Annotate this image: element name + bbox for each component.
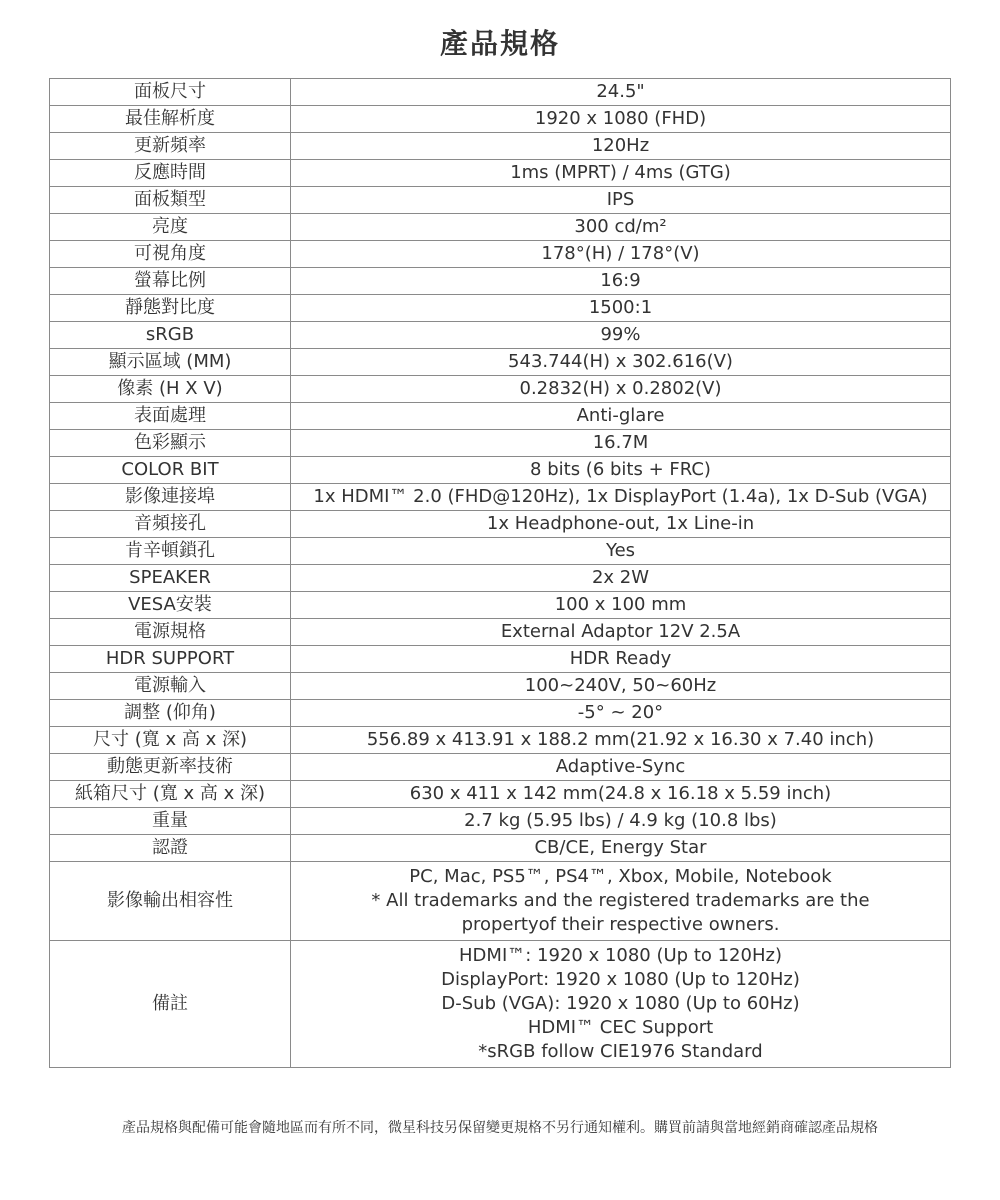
- spec-label: 螢幕比例: [50, 268, 291, 295]
- spec-row: [50, 511, 951, 538]
- spec-row: [50, 376, 951, 403]
- spec-row: [50, 322, 951, 349]
- spec-row: [50, 160, 951, 187]
- spec-value: 1500:1: [291, 295, 951, 322]
- spec-value: Yes: [291, 538, 951, 565]
- spec-row: [50, 619, 951, 646]
- spec-row: [50, 187, 951, 214]
- spec-value: 99%: [291, 322, 951, 349]
- spec-row: [50, 79, 951, 106]
- spec-value: 1920 x 1080 (FHD): [291, 106, 951, 133]
- spec-row: [50, 214, 951, 241]
- spec-value: 1ms (MPRT) / 4ms (GTG): [291, 160, 951, 187]
- spec-value: 556.89 x 413.91 x 188.2 mm(21.92 x 16.30 x 7.40 inch): [291, 727, 951, 754]
- spec-row: [50, 241, 951, 268]
- notes-line: DisplayPort: 1920 x 1080 (Up to 120Hz): [441, 969, 800, 990]
- spec-row: [50, 484, 951, 511]
- spec-value: -5° ~ 20°: [291, 700, 951, 727]
- spec-label: COLOR BIT: [50, 457, 291, 484]
- notes-line: *sRGB follow CIE1976 Standard: [478, 1041, 763, 1062]
- spec-label: 紙箱尺寸 (寬 x 高 x 深): [50, 781, 291, 808]
- spec-value: External Adaptor 12V 2.5A: [291, 619, 951, 646]
- spec-row: [50, 106, 951, 133]
- spec-label: 反應時間: [50, 160, 291, 187]
- spec-row: [50, 295, 951, 322]
- notes-line: HDMI™ CEC Support: [527, 1017, 714, 1038]
- spec-table-body: [50, 79, 951, 1068]
- spec-label: 尺寸 (寬 x 高 x 深): [50, 727, 291, 754]
- page-title: 產品規格: [439, 27, 560, 60]
- spec-value: IPS: [291, 187, 951, 214]
- spec-label: 顯示區域 (MM): [50, 349, 291, 376]
- notes-label: 備註: [50, 941, 291, 1068]
- spec-value: 100 x 100 mm: [291, 592, 951, 619]
- spec-label: 像素 (H X V): [50, 376, 291, 403]
- spec-row: [50, 781, 951, 808]
- spec-row: [50, 835, 951, 862]
- spec-label: 重量: [50, 808, 291, 835]
- spec-label: 認證: [50, 835, 291, 862]
- disclaimer-footer: 產品規格與配備可能會隨地區而有所不同，微星科技另保留變更規格不另行通知權利。購買前請與當地經銷商確認產品規格: [122, 1120, 878, 1136]
- spec-value: 16.7M: [291, 430, 951, 457]
- spec-label: 肯辛頓鎖孔: [50, 538, 291, 565]
- spec-row: [50, 349, 951, 376]
- spec-value: 630 x 411 x 142 mm(24.8 x 16.18 x 5.59 inch): [291, 781, 951, 808]
- spec-value: CB/CE, Energy Star: [291, 835, 951, 862]
- spec-label: 電源輸入: [50, 673, 291, 700]
- spec-label: sRGB: [50, 322, 291, 349]
- spec-value: 2x 2W: [291, 565, 951, 592]
- compatibility-line: PC, Mac, PS5™, PS4™, Xbox, Mobile, Notebook: [409, 866, 832, 887]
- spec-row: [50, 673, 951, 700]
- spec-value: 16:9: [291, 268, 951, 295]
- spec-value: 120Hz: [291, 133, 951, 160]
- compatibility-line: * All trademarks and the registered trademarks are the: [371, 890, 870, 911]
- compatibility-row: [50, 862, 951, 941]
- spec-table: [49, 78, 951, 1068]
- spec-label: 音頻接孔: [50, 511, 291, 538]
- spec-value: Adaptive-Sync: [291, 754, 951, 781]
- spec-row: [50, 538, 951, 565]
- spec-value: 178°(H) / 178°(V): [291, 241, 951, 268]
- spec-value: 300 cd/m²: [291, 214, 951, 241]
- spec-label: 最佳解析度: [50, 106, 291, 133]
- spec-label: 面板尺寸: [50, 79, 291, 106]
- spec-row: [50, 646, 951, 673]
- spec-label: 調整 (仰角): [50, 700, 291, 727]
- spec-row: [50, 457, 951, 484]
- spec-row: [50, 727, 951, 754]
- spec-value: 8 bits (6 bits + FRC): [291, 457, 951, 484]
- spec-value: 24.5": [291, 79, 951, 106]
- spec-value: 543.744(H) x 302.616(V): [291, 349, 951, 376]
- spec-label: 亮度: [50, 214, 291, 241]
- notes-value: [291, 941, 951, 1068]
- spec-row: [50, 268, 951, 295]
- notes-line: D-Sub (VGA): 1920 x 1080 (Up to 60Hz): [441, 993, 800, 1014]
- spec-label: 表面處理: [50, 403, 291, 430]
- spec-row: [50, 133, 951, 160]
- spec-label: 面板類型: [50, 187, 291, 214]
- compatibility-label: 影像輸出相容性: [50, 862, 291, 941]
- spec-row: [50, 700, 951, 727]
- compatibility-line: propertyof their respective owners.: [461, 914, 780, 935]
- spec-value: 0.2832(H) x 0.2802(V): [291, 376, 951, 403]
- notes-row: [50, 941, 951, 1068]
- spec-label: 可視角度: [50, 241, 291, 268]
- spec-value: 1x Headphone-out, 1x Line-in: [291, 511, 951, 538]
- spec-row: [50, 808, 951, 835]
- spec-row: [50, 403, 951, 430]
- spec-label: VESA安裝: [50, 592, 291, 619]
- spec-label: 電源規格: [50, 619, 291, 646]
- spec-value: 2.7 kg (5.95 lbs) / 4.9 kg (10.8 lbs): [291, 808, 951, 835]
- notes-line: HDMI™: 1920 x 1080 (Up to 120Hz): [459, 945, 782, 966]
- spec-value: 100~240V, 50~60Hz: [291, 673, 951, 700]
- spec-label: 靜態對比度: [50, 295, 291, 322]
- spec-label: HDR SUPPORT: [50, 646, 291, 673]
- spec-label: 動態更新率技術: [50, 754, 291, 781]
- spec-row: [50, 430, 951, 457]
- spec-label: SPEAKER: [50, 565, 291, 592]
- spec-row: [50, 754, 951, 781]
- spec-row: [50, 565, 951, 592]
- spec-row: [50, 592, 951, 619]
- spec-label: 影像連接埠: [50, 484, 291, 511]
- spec-value: Anti-glare: [291, 403, 951, 430]
- compatibility-value: [291, 862, 951, 941]
- spec-value: 1x HDMI™ 2.0 (FHD@120Hz), 1x DisplayPort (1.4a), 1x D-Sub (VGA): [291, 484, 951, 511]
- spec-label: 色彩顯示: [50, 430, 291, 457]
- spec-label: 更新頻率: [50, 133, 291, 160]
- spec-value: HDR Ready: [291, 646, 951, 673]
